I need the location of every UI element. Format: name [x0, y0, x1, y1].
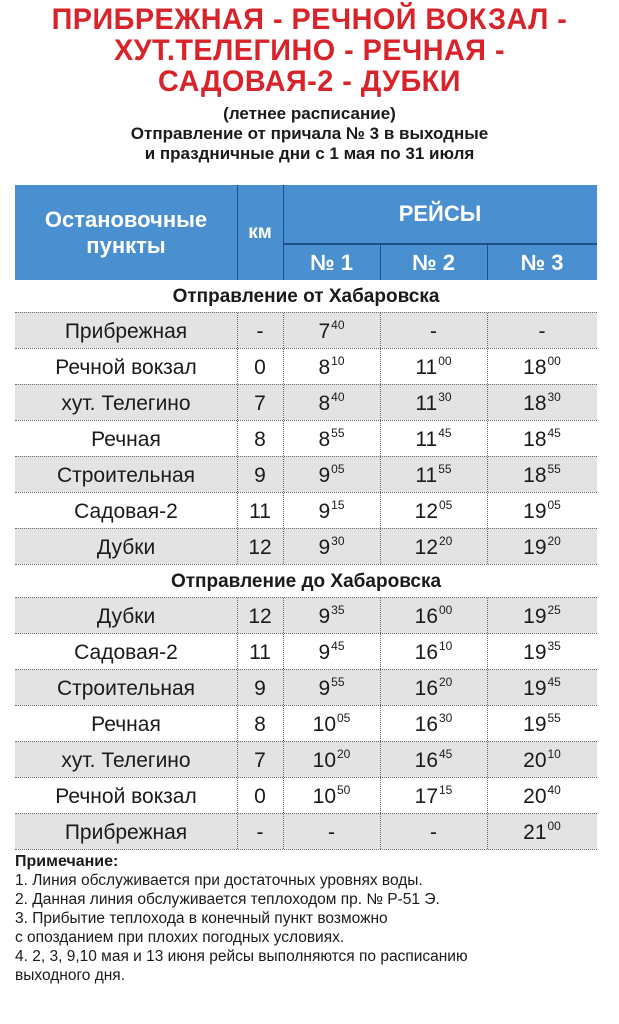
- column-divider: [487, 385, 488, 420]
- stop-km: -: [256, 821, 264, 844]
- trip-2-time: [380, 706, 487, 741]
- note-line: выходного дня.: [15, 967, 125, 984]
- stop-km: 12: [248, 536, 272, 559]
- time-hours: 19: [523, 677, 547, 700]
- column-divider: [237, 598, 238, 633]
- column-divider: [487, 313, 488, 348]
- trip-1-time: [283, 670, 380, 705]
- time-minutes: 20: [337, 747, 351, 761]
- time-hours: 18: [523, 356, 547, 379]
- header-divider: [283, 185, 284, 280]
- column-divider: [237, 634, 238, 669]
- stop-km: 12: [248, 605, 272, 628]
- time-minutes: 05: [439, 498, 453, 512]
- column-divider: [380, 457, 381, 492]
- time-hours: 9: [318, 536, 331, 559]
- column-divider: [237, 349, 238, 384]
- trip-1-time: [283, 529, 380, 564]
- column-divider: [283, 670, 284, 705]
- column-divider: [237, 313, 238, 348]
- column-divider: [283, 634, 284, 669]
- column-divider: [380, 421, 381, 456]
- trip-3-time: [487, 385, 597, 420]
- header-divider: [237, 185, 238, 280]
- time-hours: 17: [414, 785, 438, 808]
- time-hours: 19: [523, 500, 547, 523]
- column-divider: [487, 493, 488, 528]
- time-minutes: 00: [438, 354, 452, 368]
- stop-name: Строительная: [56, 677, 196, 700]
- trip-1-time: [283, 385, 380, 420]
- table-row: [15, 813, 597, 849]
- time-hours: 9: [318, 605, 331, 628]
- column-divider: [380, 670, 381, 705]
- time-minutes: 30: [331, 534, 345, 548]
- stop-name: Прибрежная: [64, 821, 188, 844]
- time-minutes: 45: [547, 675, 561, 689]
- stop-name: хут. Телегино: [61, 749, 191, 772]
- table-row: [15, 528, 597, 564]
- time-hours: 19: [523, 713, 547, 736]
- section-title: Отправление до Хабаровска: [15, 565, 597, 597]
- time-minutes: 35: [547, 639, 561, 653]
- column-divider: [283, 598, 284, 633]
- table-row: [15, 777, 597, 813]
- header-divider: [380, 245, 381, 280]
- trip-3-time: [487, 313, 597, 348]
- notes-title: Примечание:: [15, 853, 119, 870]
- time-minutes: 10: [331, 354, 345, 368]
- time-hours: 8: [318, 428, 331, 451]
- time-minutes: 50: [337, 783, 351, 797]
- header-trip-2: № 2: [412, 249, 455, 275]
- header-divider: [487, 245, 488, 280]
- header-divider: [283, 243, 597, 245]
- time-hours: -: [430, 320, 437, 343]
- column-divider: [237, 421, 238, 456]
- note-line: 3. Прибытие теплохода в конечный пункт возможно: [15, 910, 388, 927]
- time-hours: 18: [523, 428, 547, 451]
- time-hours: -: [430, 821, 437, 844]
- column-divider: [380, 706, 381, 741]
- column-divider: [380, 598, 381, 633]
- time-minutes: 15: [331, 498, 345, 512]
- time-hours: 8: [318, 356, 331, 379]
- trip-3-time: [487, 778, 597, 813]
- column-divider: [237, 706, 238, 741]
- time-hours: 7: [318, 320, 331, 343]
- header-stops-line-2: пункты: [86, 232, 166, 258]
- time-minutes: 30: [438, 390, 452, 404]
- table-row: [15, 669, 597, 705]
- time-minutes: 05: [331, 462, 345, 476]
- header-stops-line-1: Остановочные: [44, 206, 208, 232]
- time-hours: 19: [523, 536, 547, 559]
- time-hours: 9: [318, 677, 331, 700]
- column-divider: [283, 313, 284, 348]
- trip-2-time: [380, 742, 487, 777]
- title-line-1: ПРИБРЕЖНАЯ - РЕЧНОЙ ВОКЗАЛ -: [51, 3, 568, 36]
- stop-km: 9: [254, 464, 266, 487]
- column-divider: [380, 814, 381, 849]
- time-minutes: 55: [331, 426, 345, 440]
- time-hours: 10: [312, 713, 336, 736]
- time-minutes: 45: [438, 426, 452, 440]
- trip-1-time: [283, 706, 380, 741]
- stop-name: Садовая-2: [74, 500, 178, 523]
- column-divider: [380, 529, 381, 564]
- time-hours: 9: [318, 500, 331, 523]
- note-line: 4. 2, 3, 9,10 мая и 13 июня рейсы выполняются по расписанию: [15, 948, 468, 965]
- stop-km: 7: [254, 392, 266, 415]
- table-row: [15, 456, 597, 492]
- time-minutes: 55: [547, 711, 561, 725]
- column-divider: [380, 493, 381, 528]
- time-hours: 9: [318, 464, 331, 487]
- time-hours: 12: [414, 500, 438, 523]
- table-row: [15, 348, 597, 384]
- trip-2-time: [380, 778, 487, 813]
- column-divider: [487, 421, 488, 456]
- stop-km: 8: [254, 428, 266, 451]
- time-hours: 19: [523, 605, 547, 628]
- time-minutes: 45: [331, 639, 345, 653]
- time-minutes: 45: [547, 426, 561, 440]
- note-line: 1. Линия обслуживается при достаточных уровнях воды.: [15, 872, 423, 889]
- trip-1-time: [283, 457, 380, 492]
- time-minutes: 05: [337, 711, 351, 725]
- trip-1-time: [283, 493, 380, 528]
- column-divider: [237, 493, 238, 528]
- column-divider: [283, 706, 284, 741]
- column-divider: [283, 529, 284, 564]
- time-hours: 18: [523, 464, 547, 487]
- table-row: [15, 705, 597, 741]
- stop-name: Строительная: [56, 464, 196, 487]
- column-divider: [237, 778, 238, 813]
- stop-name: Дубки: [96, 605, 156, 628]
- trip-1-time: [283, 421, 380, 456]
- trip-3-time: [487, 706, 597, 741]
- subtitle-line-2: Отправление от причала № 3 в выходные: [130, 124, 489, 143]
- time-minutes: 05: [547, 498, 561, 512]
- column-divider: [487, 634, 488, 669]
- time-hours: 11: [415, 392, 438, 415]
- time-minutes: 10: [439, 639, 453, 653]
- stop-km: 11: [249, 500, 271, 523]
- time-hours: -: [538, 320, 546, 343]
- trip-3-time: [487, 598, 597, 633]
- table-row: [15, 492, 597, 528]
- time-hours: 10: [312, 749, 336, 772]
- column-divider: [237, 742, 238, 777]
- trip-3-time: [487, 742, 597, 777]
- time-hours: 16: [414, 641, 438, 664]
- time-minutes: 30: [439, 711, 453, 725]
- trip-1-time: [283, 313, 380, 348]
- trip-1-time: [283, 634, 380, 669]
- time-hours: 11: [415, 464, 438, 487]
- trip-3-time: [487, 529, 597, 564]
- schedule-title: [12, 4, 606, 97]
- column-divider: [237, 457, 238, 492]
- time-hours: 16: [414, 605, 438, 628]
- column-divider: [487, 670, 488, 705]
- section-title: Отправление от Хабаровска: [15, 280, 597, 312]
- stop-name: Речной вокзал: [55, 785, 197, 808]
- stop-name: Речной вокзал: [55, 356, 197, 379]
- stop-name: хут. Телегино: [61, 392, 191, 415]
- table-row: [15, 312, 597, 348]
- time-minutes: 55: [438, 462, 452, 476]
- stop-name: Прибрежная: [64, 320, 188, 343]
- time-minutes: 40: [331, 318, 345, 332]
- column-divider: [283, 421, 284, 456]
- time-minutes: 00: [547, 819, 561, 833]
- stop-name: Дубки: [96, 536, 156, 559]
- title-line-3: САДОВАЯ-2 - ДУБКИ: [158, 65, 461, 98]
- column-divider: [380, 634, 381, 669]
- schedule-table: [15, 185, 597, 850]
- column-divider: [487, 706, 488, 741]
- time-minutes: 20: [439, 675, 453, 689]
- time-hours: 12: [414, 536, 438, 559]
- table-row: [15, 597, 597, 633]
- column-divider: [237, 385, 238, 420]
- time-minutes: 10: [547, 747, 561, 761]
- table-header: [15, 185, 597, 280]
- trip-3-time: [487, 670, 597, 705]
- trip-2-time: [380, 385, 487, 420]
- header-trip-3: № 3: [520, 249, 564, 275]
- time-hours: -: [328, 821, 335, 844]
- column-divider: [283, 814, 284, 849]
- column-divider: [283, 385, 284, 420]
- stop-km: 9: [254, 677, 266, 700]
- table-row: [15, 384, 597, 420]
- time-minutes: 40: [547, 783, 561, 797]
- column-divider: [487, 349, 488, 384]
- trip-2-time: [380, 634, 487, 669]
- time-minutes: 00: [547, 354, 561, 368]
- column-divider: [237, 529, 238, 564]
- column-divider: [380, 385, 381, 420]
- time-hours: 11: [415, 356, 438, 379]
- time-hours: 16: [414, 677, 438, 700]
- trip-1-time: [283, 349, 380, 384]
- column-divider: [487, 742, 488, 777]
- trip-1-time: [283, 814, 380, 849]
- trip-2-time: [380, 457, 487, 492]
- time-hours: 18: [523, 392, 547, 415]
- subtitle-line-1: (летнее расписание): [223, 104, 396, 123]
- schedule-subtitle: [0, 104, 619, 164]
- time-hours: 10: [312, 785, 336, 808]
- column-divider: [487, 529, 488, 564]
- row-divider: [15, 849, 597, 850]
- trip-1-time: [283, 778, 380, 813]
- trip-2-time: [380, 349, 487, 384]
- trip-3-time: [487, 349, 597, 384]
- trip-3-time: [487, 421, 597, 456]
- header-trip-1: № 1: [310, 249, 353, 275]
- column-divider: [487, 778, 488, 813]
- column-divider: [487, 598, 488, 633]
- trip-3-time: [487, 814, 597, 849]
- column-divider: [237, 814, 238, 849]
- stop-km: 0: [254, 785, 266, 808]
- time-minutes: 40: [331, 390, 345, 404]
- time-minutes: 30: [547, 390, 561, 404]
- time-hours: 21: [523, 821, 547, 844]
- column-divider: [237, 670, 238, 705]
- column-divider: [283, 349, 284, 384]
- trip-1-time: [283, 742, 380, 777]
- trip-3-time: [487, 457, 597, 492]
- time-hours: 8: [318, 392, 331, 415]
- trip-2-time: [380, 493, 487, 528]
- time-hours: 16: [414, 749, 438, 772]
- column-divider: [380, 778, 381, 813]
- trip-3-time: [487, 493, 597, 528]
- header-km: км: [248, 221, 272, 243]
- stop-name: Речная: [91, 713, 161, 736]
- stop-km: 0: [254, 356, 266, 379]
- title-line-2: ХУТ.ТЕЛЕГИНО - РЕЧНАЯ -: [113, 34, 506, 67]
- time-minutes: 55: [547, 462, 561, 476]
- time-hours: 20: [523, 785, 547, 808]
- trip-3-time: [487, 634, 597, 669]
- stop-km: 7: [254, 749, 266, 772]
- trip-2-time: [380, 814, 487, 849]
- column-divider: [380, 349, 381, 384]
- time-minutes: 45: [439, 747, 453, 761]
- column-divider: [283, 778, 284, 813]
- time-hours: 19: [523, 641, 547, 664]
- table-row: [15, 420, 597, 456]
- column-divider: [283, 457, 284, 492]
- trip-2-time: [380, 313, 487, 348]
- time-hours: 11: [415, 428, 438, 451]
- time-minutes: 35: [331, 603, 345, 617]
- column-divider: [380, 742, 381, 777]
- table-body: [15, 280, 597, 850]
- notes: [15, 852, 605, 985]
- subtitle-line-3: и праздничные дни с 1 мая по 31 июля: [144, 144, 475, 163]
- table-row: [15, 633, 597, 669]
- time-minutes: 00: [439, 603, 453, 617]
- note-line: 2. Данная линия обслуживается теплоходом пр. № Р-51 Э.: [15, 891, 440, 908]
- time-hours: 20: [523, 749, 547, 772]
- time-minutes: 15: [439, 783, 453, 797]
- column-divider: [487, 457, 488, 492]
- note-line: с опозданием при плохих погодных условиях.: [15, 929, 345, 946]
- stop-km: 11: [249, 641, 271, 664]
- trip-1-time: [283, 598, 380, 633]
- column-divider: [380, 313, 381, 348]
- stop-name: Речная: [91, 428, 161, 451]
- time-minutes: 55: [331, 675, 345, 689]
- stop-km: -: [256, 320, 264, 343]
- trip-2-time: [380, 421, 487, 456]
- stop-km: 8: [254, 713, 266, 736]
- trip-2-time: [380, 529, 487, 564]
- trip-2-time: [380, 670, 487, 705]
- time-minutes: 20: [547, 534, 561, 548]
- table-row: [15, 741, 597, 777]
- column-divider: [487, 814, 488, 849]
- stop-name: Садовая-2: [74, 641, 178, 664]
- time-minutes: 25: [547, 603, 561, 617]
- time-minutes: 20: [439, 534, 453, 548]
- time-hours: 16: [414, 713, 438, 736]
- column-divider: [283, 493, 284, 528]
- trip-2-time: [380, 598, 487, 633]
- time-hours: 9: [318, 641, 331, 664]
- header-stops: [15, 185, 237, 280]
- header-trips: РЕЙСЫ: [398, 201, 482, 226]
- column-divider: [283, 742, 284, 777]
